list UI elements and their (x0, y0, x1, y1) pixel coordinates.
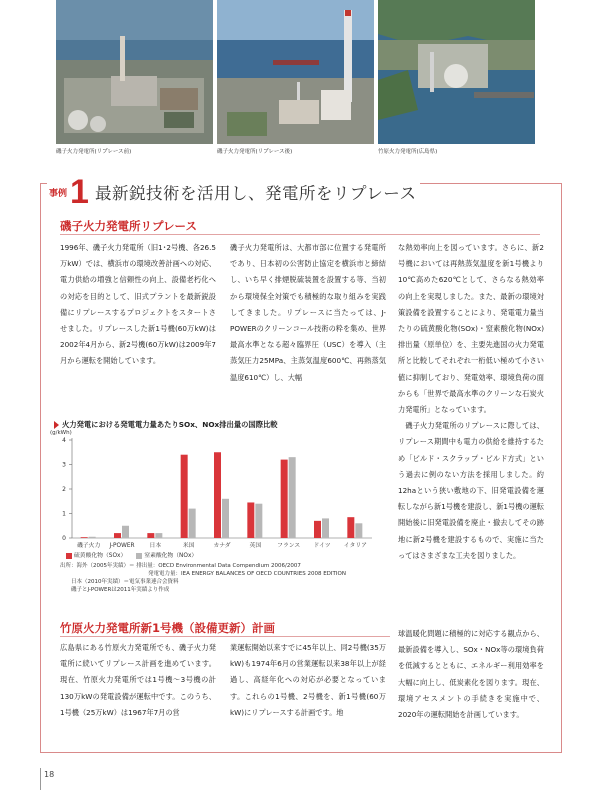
bar-sox-0 (81, 537, 88, 538)
case-label: 事例 (49, 188, 68, 199)
chart-legend (66, 550, 197, 559)
photo-isogo-after (217, 0, 374, 144)
bar-sox-6 (281, 460, 288, 538)
chart-heading: 火力発電における発電電力量あたりSOx、NOx排出量の国際比較 (62, 420, 278, 429)
x-tick-label-1: J-POWER (109, 543, 135, 549)
chart-source-note: 出所：海外（2005年実績）＝ 排出量：OECD Environmental Data Compendium 2006/2007 発電電力量：IEA ENERGY BALANCES OF OECD COUNTRIES 2008 EDITION 日本（2010年実績）＝電気事業連合会資料 磯子とJ-POWERは2011年実績より作成 (60, 563, 346, 593)
x-tick-label-3: 米国 (182, 543, 195, 549)
bar-sox-2 (147, 533, 154, 538)
bar-nox-8 (355, 523, 362, 538)
photo-caption-2: 磯子火力発電所(リプレース後) (217, 149, 293, 155)
case-title: 最新鋭技術を活用し、発電所をリプレース (94, 184, 417, 203)
x-tick-label-6: フランス (277, 543, 301, 549)
takehara-column-3: 球温暖化問題に積極的に対応する観点から、最新設備を導入し、SOx・NOx等の環境負荷を低減するとともに、エネルギー利用効率を大幅に向上し、低炭素化を図ります。現在、環境アセスメントの手続きを実施中で、2020年の運転開始を計画しています。 (398, 629, 544, 720)
photo-takehara (378, 0, 535, 144)
bar-nox-5 (255, 504, 262, 538)
x-tick-label-4: カナダ (213, 543, 231, 549)
section-rule (60, 234, 540, 235)
bar-nox-3 (189, 509, 196, 538)
y-tick-label-4: 4 (62, 437, 66, 444)
section-rule-2 (60, 636, 390, 637)
bar-sox-5 (247, 502, 254, 538)
bar-nox-1 (122, 526, 129, 538)
isogo-column-3: な熱効率向上を図っています。さらに、新2号機においては再熱蒸気温度を新1号機より10℃高めた620℃として、さらなる熱効率の向上を実現しました。また、最新の環境対策設備を設置することにより、発電電力量当たりの硫黄酸化物(SOx)・窒素酸化物(NOx)排出量（原単位）を、主要先進国の火力発電所と比較してそれぞれ一桁低い極めて小さい値に抑制しており、発電効率、環境負荷の面からも「世界で最高水準のクリーンな石炭火力発電所」となっています。 磯子火力発電所のリプレースに際しては、リプレース期間中も電力の供給を維持するため「ビルド・スクラップ・ビルド方式」という過去に例のない方法を採用しました。約12haという狭い敷地の下、旧発電設備を運転しながら新1号機を建設し、新1号機の運転開始後に旧発電設備を廃止・撤去してその跡地に新2号機を建設するもので、実施に当たってはさまざまな工夫を図りました。 (398, 243, 544, 560)
legend-nox: 窒素酸化物（NOx） (136, 550, 197, 559)
y-tick-label-2: 2 (62, 486, 66, 493)
isogo-column-1: 1996年、磯子火力発電所（旧1･2号機、各26.5万kW）では、横浜市の環境改善計画への対応、電力供給の増強と信頼性の向上、設備老朽化への対応を目的として、旧式プラントを最新鋭設備にリプレースするプロジェクトをスタートさせました。リプレースした新1号機(60万kW)は2002年4月から、新2号機(60万kW)は2009年7月から運転を開始しています。 (60, 243, 216, 366)
isogo-column-2: 磯子火力発電所は、大都市部に位置する発電所であり、日本初の公害防止協定を横浜市と締結し、いち早く排煙脱硫装置を設置する等、当初から環境保全対策でも積極的な取り組みを実践してきました。リプレースに当たっては、J-POWERのクリーンコール技術の粋を集め、世界最高水準となる超々臨界圧（USC）を導入（主蒸気圧力25MPa、主蒸気温度600℃、再熱蒸気温度610℃）し、大幅 (230, 243, 386, 382)
bar-sox-3 (181, 455, 188, 538)
bar-sox-7 (314, 521, 321, 538)
y-tick-label-3: 3 (62, 461, 66, 469)
y-tick-label-1: 1 (62, 510, 66, 518)
y-tick-label-0: 0 (62, 535, 66, 542)
x-tick-label-5: 英国 (249, 543, 262, 549)
section-heading-isogo: 磯子火力発電所リプレース (60, 219, 197, 233)
sox-nox-chart (50, 428, 380, 552)
takehara-column-1: 広島県にある竹原火力発電所でも、磯子火力発電所に続いてリプレース計画を進めています。現在、竹原火力発電所では1号機～3号機の計130万kWの発電設備が運転中です。このうち、1号機（25万kW）は1967年7月の営 (60, 643, 216, 717)
bar-sox-8 (347, 517, 354, 538)
bar-nox-0 (89, 537, 96, 538)
legend-sox: 硫黄酸化物（SOx） (66, 550, 126, 559)
takehara-column-2: 業運転開始以来すでに45年以上、同2号機(35万kW)も1974年6月の営業運転以来38年以上が経過し、高経年化への対応が必要となっています。これらの1号機、2号機を、新1号機(60万kW)にリプレースする計画です。地 (230, 643, 386, 717)
case-number: 1 (70, 173, 89, 211)
section-heading-takehara: 竹原火力発電所新1号機（設備更新）計画 (60, 621, 275, 635)
photo-isogo-before (56, 0, 213, 144)
bar-nox-6 (289, 457, 296, 538)
bar-nox-4 (222, 499, 229, 538)
photo-caption-1: 磯子火力発電所(リプレース前) (56, 149, 132, 155)
x-tick-label-7: ドイツ (313, 543, 331, 549)
x-tick-label-0: 磯子火力 (77, 543, 101, 549)
bar-nox-7 (322, 518, 329, 538)
bar-nox-2 (155, 533, 162, 538)
x-tick-label-8: イタリア (343, 543, 367, 549)
photo-caption-3: 竹原火力発電所(広島県) (378, 149, 438, 155)
case-header (47, 175, 420, 209)
bar-sox-1 (114, 533, 121, 538)
y-axis-unit: (g/kWh) (50, 430, 72, 436)
bar-sox-4 (214, 452, 221, 538)
page-number: 18 (44, 770, 55, 779)
page-number-rule (40, 768, 41, 790)
x-tick-label-2: 日本 (149, 543, 162, 549)
